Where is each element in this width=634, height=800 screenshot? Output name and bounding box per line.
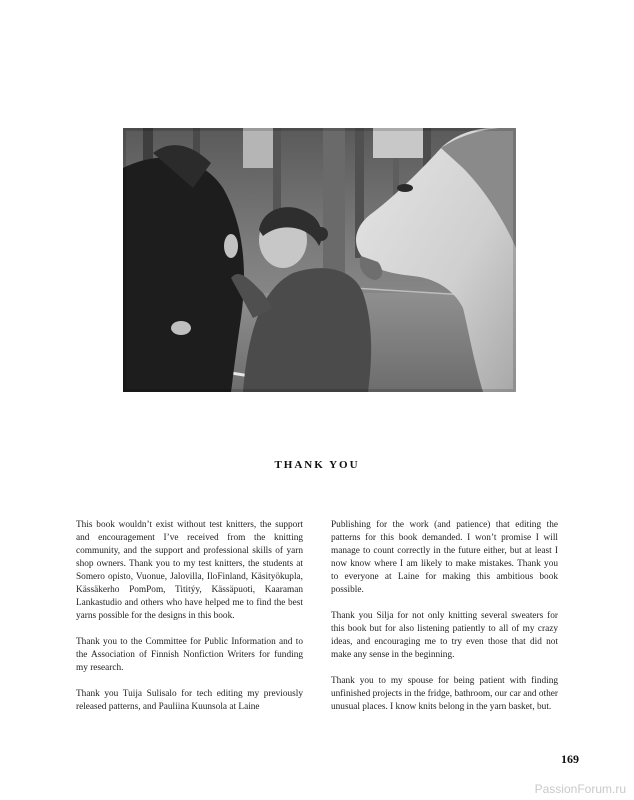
left-column [76, 519, 303, 727]
paragraph: Publishing for the work (and patience) that editing the patterns for this book demanded. I won’t promise I will manage to count correctly in the future either, but at least I now know where I am likely to make mistakes. Thank you to everyone at Laine for making this ambitious book possible. [331, 520, 558, 595]
page-number: 169 [561, 752, 579, 766]
paragraph: This book wouldn’t exist without test knitters, the support and encouragement I’ve received from the knitting community, and the support and professional skills of yarn shop owners. Thank you to my test knitters, the students at Somero opisto, Vuonue, Jalovilla, IloFinland, Käsityökupla, Kässäkerho PomPom, Tititýy, Kässäpuoti, Kaaraman Lankastudio and others who have helped me to find the best yarns possible for the designs in this book. [76, 520, 303, 621]
paragraph: Thank you to the Committee for Public Information and to the Association of Finnish Nonfiction Writers for funding my research. [76, 637, 303, 673]
page-title: THANK YOU [274, 459, 360, 471]
paragraph: Thank you Tuija Sulisalo for tech editing my previously released patterns, and Pauliina Kuunsola at Laine [76, 689, 303, 712]
paragraph: Thank you to my spouse for being patient with finding unfinished projects in the fridge, bathroom, our car and other unusual places. I know knits belong in the yarn basket, but. [331, 676, 558, 712]
watermark: PassionForum.ru [534, 782, 626, 796]
horses-photo [123, 128, 516, 392]
paragraph: Thank you Silja for not only knitting several sweaters for this book but for also listening patiently to all of my crazy ideas, and encouraging me to try even those that did not make any sense in the beginning. [331, 611, 558, 660]
right-column [331, 519, 558, 727]
